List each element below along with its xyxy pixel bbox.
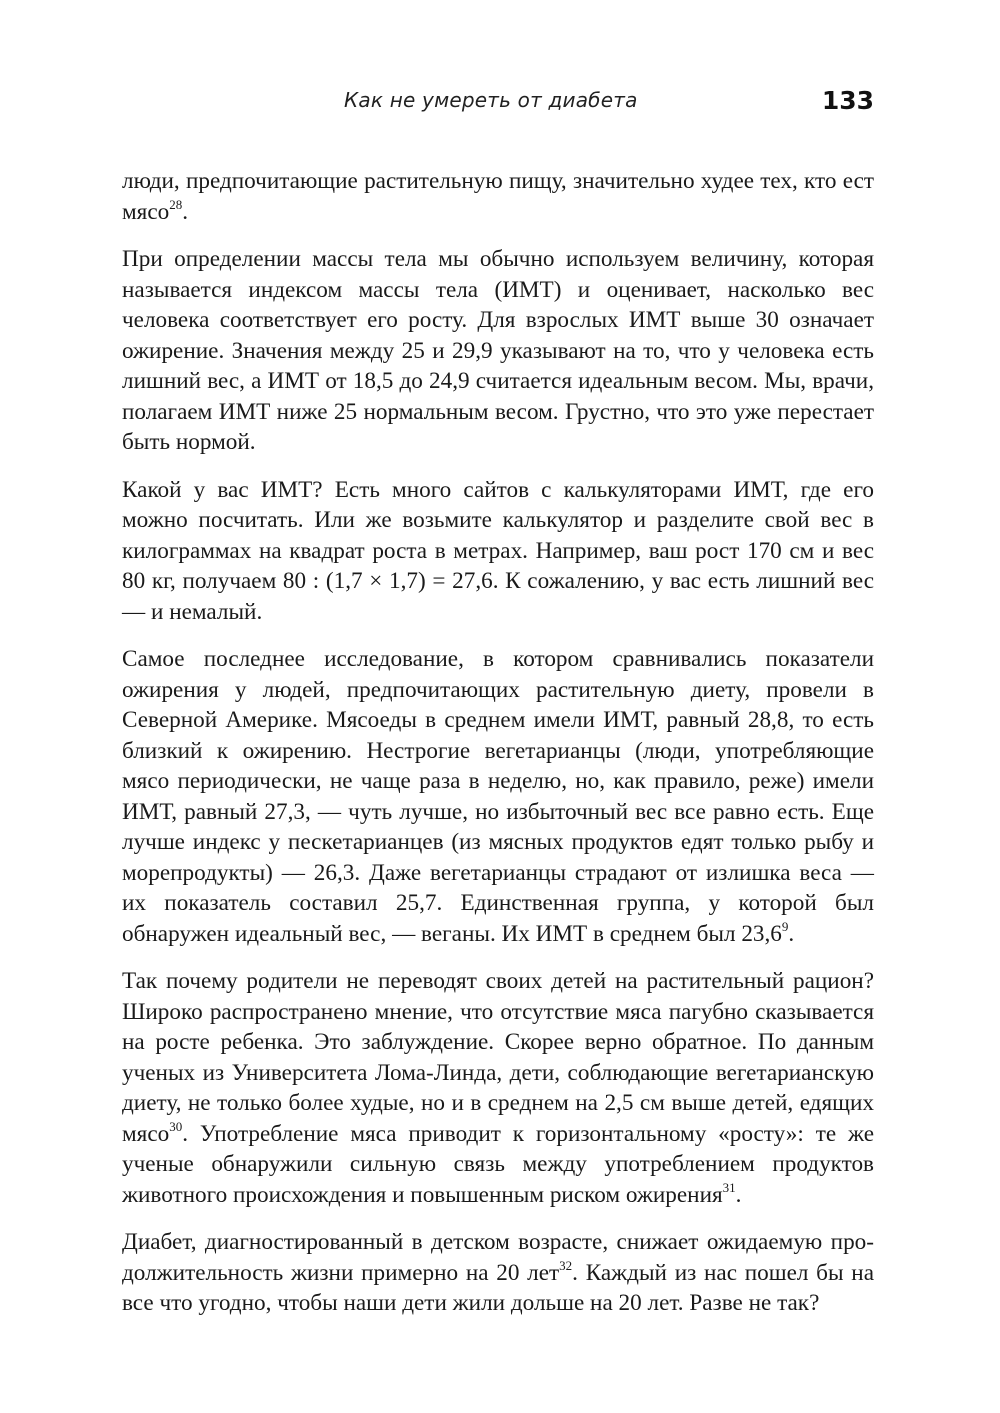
footnote-ref-31: 31	[722, 1179, 736, 1195]
paragraph-text: . Употребление мяса приводит к горизонтальному «росту»: те же ученые обнаружили сильную связь между употреблением продуктов животного происхождения и повышенным риском ожирения	[122, 1120, 874, 1208]
footnote-ref-30: 30	[169, 1118, 183, 1134]
running-head	[122, 88, 874, 120]
paragraph-text: При определении массы тела мы обычно используем величину, которая называется индексом массы тела (ИМТ) и оценивает, насколько вес человека соответствует его росту. Для взрослых ИМТ выше 30 означает ожирение. Значения между 25 и 29,9 указывают на то, что у человека есть лишний вес, а ИМТ от 18,5 до 24,9 считается идеальным весом. Мы, врачи, полагаем ИМТ ниже 25 нормальным весом. Грустно, что это уже перестает быть нормой.	[122, 246, 874, 455]
paragraph-3	[122, 475, 874, 628]
running-title: Как не умереть от диабета	[344, 88, 638, 112]
footnote-ref-32: 32	[559, 1257, 573, 1273]
paragraph-6	[122, 1227, 874, 1319]
paragraph-text: Так почему родители не переводят своих детей на растительный рацион? Широко распространено мнение, что отсутствие мяса пагубно сказывается на росте ребенка. Это заблуждение. Скорее верно обратное. По данным ученых из Университета Лома-Линда, дети, соблюдающие вегетарианскую диету, не только более худые, но и в среднем на 2,5 см выше детей, едящих мясо	[122, 968, 874, 1147]
body-text	[122, 166, 874, 1336]
paragraph-text: Какой у вас ИМТ? Есть много сайтов с калькуляторами ИМТ, где его можно посчитать. Или же возьмите калькулятор и разделите свой вес в килограммах на квадрат роста в метрах. Например, ваш рост 170 см и вес 80 кг, получаем 80 : (1,7 × 1,7) = 27,6. К сожалению, у вас есть лишний вес — и немалый.	[122, 476, 874, 625]
paragraph-4	[122, 644, 874, 949]
paragraph-text: .	[735, 1181, 742, 1208]
footnote-ref-28: 28	[169, 196, 183, 212]
paragraph-5	[122, 966, 874, 1210]
paragraph-text: .	[788, 920, 795, 947]
paragraph-text: . Каждый из нас пошел бы на все что угодно, чтобы наши дети жили дольше на 20 лет. Разве не так?	[122, 1259, 874, 1316]
paragraph-2	[122, 244, 874, 458]
paragraph-text: Диабет, диагностированный в детском возрасте, снижает ожидаемую продолжительность жизни примерно на 20 лет	[122, 1229, 874, 1286]
paragraph-text: люди, предпочитающие растительную пищу, значительно худее тех, кто ест мясо	[122, 168, 874, 225]
footnote-ref-9: 9	[781, 918, 789, 934]
paragraph-text: Самое последнее исследование, в котором сравнивались показатели ожирения у людей, предпочитающих растительную диету, провели в Северной Америке. Мясоеды в среднем имели ИМТ, равный 28,8, то есть близкий к ожирению. Нестрогие вегетарианцы (люди, употребляющие мясо периодически, не чаще раза в неделю, но, как правило, реже) имели ИМТ, равный 27,3, — чуть лучше, но избыточный вес все равно есть. Еще лучше индекс у пескетарианцев (из мясных продуктов едят только рыбу и морепродукты) — 26,3. Даже вегетарианцы страдают от излишка веса — их показатель составил 25,7. Единственная группа, у которой был обнаружен идеальный вес, — веганы. Их ИМТ в среднем был 23,6	[122, 646, 874, 947]
paragraph-1	[122, 166, 874, 227]
page-number: 133	[821, 86, 874, 115]
paragraph-text: .	[182, 198, 189, 225]
